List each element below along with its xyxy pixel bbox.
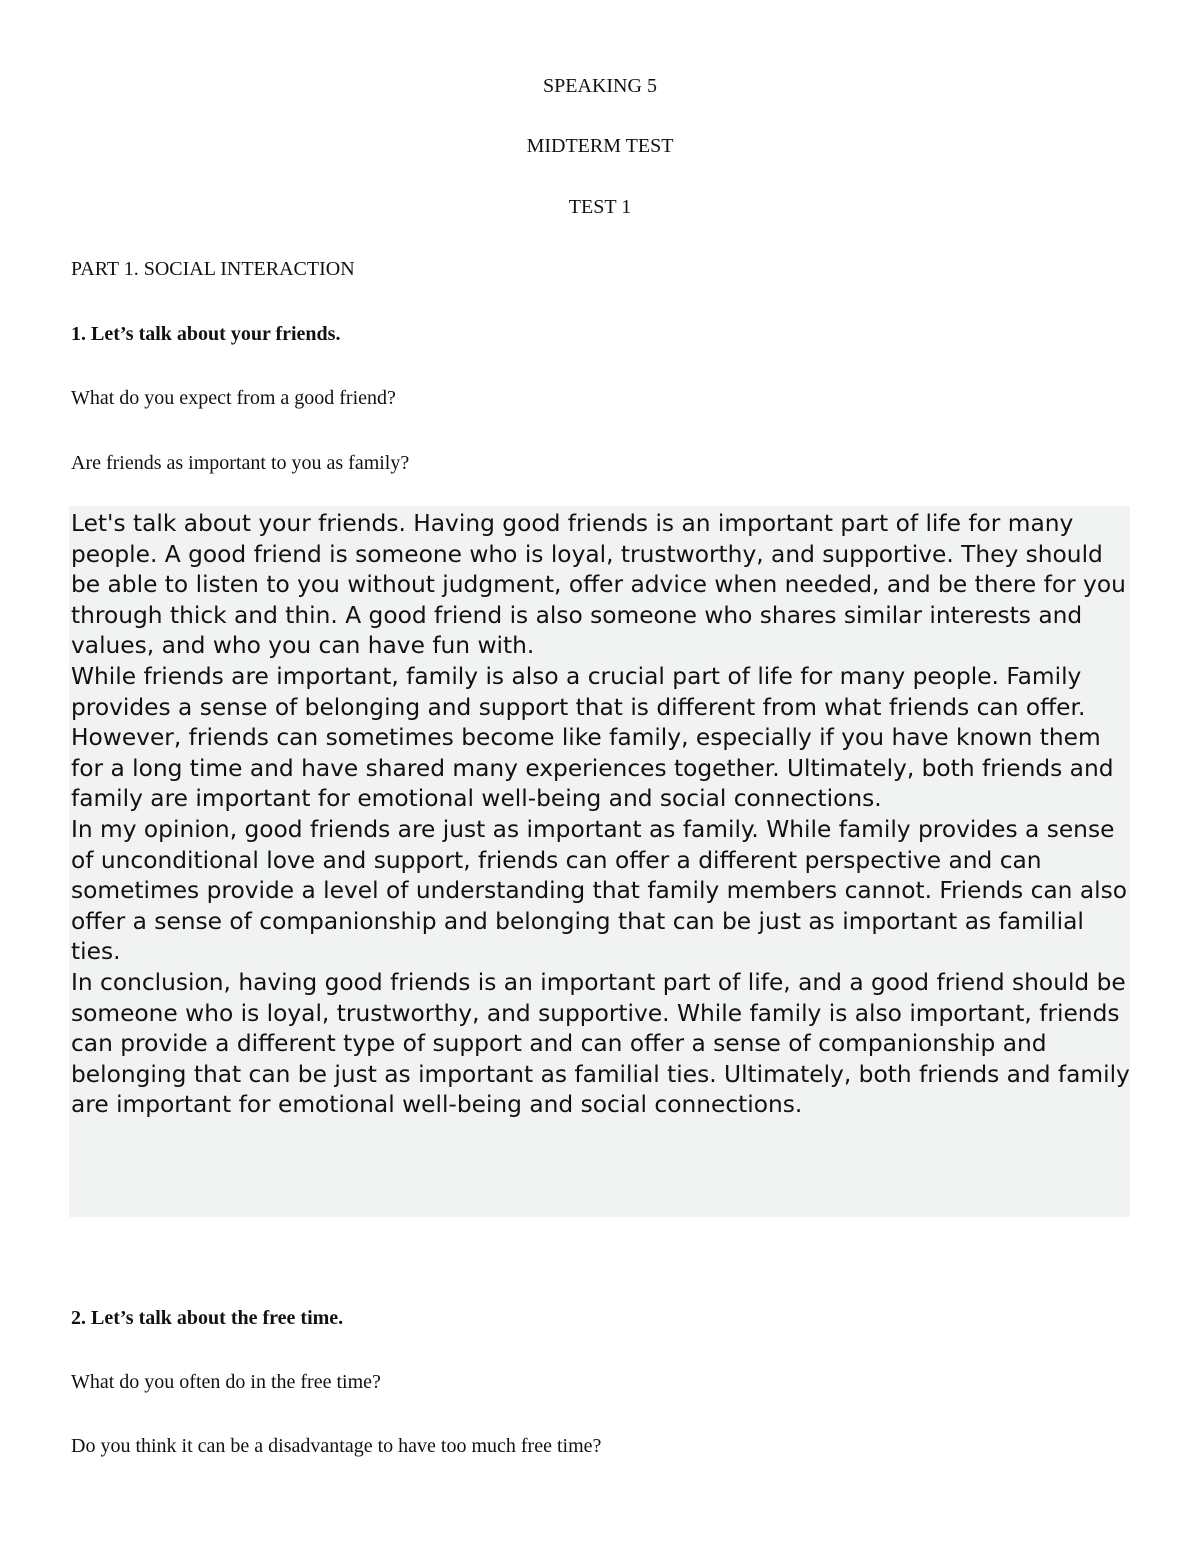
test-number: TEST 1 [568,196,632,218]
document-title: SPEAKING 5 [543,75,657,97]
question-prompt: Are friends as important to you as family? [71,452,410,474]
part-heading: PART 1. SOCIAL INTERACTION [71,258,355,280]
question-prompt: Do you think it can be a disadvantage to have too much free time? [71,1435,602,1457]
document-subtitle: MIDTERM TEST [526,135,674,157]
answer-paragraph: In conclusion, having good friends is an important part of life, and a good friend should be someone who is loyal, trustworthy, and supportive. While family is also important, friends can provide a different type of support and can offer a sense of companionship and belonging that can be just as important as familial ties. Ultimately, both friends and family are important for emotional well-being and social connections. [71,968,1130,1119]
question-heading: 1. Let’s talk about your friends. [71,323,341,345]
answer-paragraph: Let's talk about your friends. Having good friends is an important part of life for many people. A good friend is someone who is loyal, trustworthy, and supportive. They should be able to listen to you without judgment, offer advice when needed, and be there for you through thick and thin. A good friend is also someone who shares similar interests and values, and who you can have fun with. [71,510,1126,660]
question-prompt: What do you expect from a good friend? [71,387,396,409]
question-prompt: What do you often do in the free time? [71,1371,381,1393]
answer-paragraph: In my opinion, good friends are just as important as family. While family provides a sense of unconditional love and support, friends can offer a different perspective and can sometimes provide a level of understanding that family members cannot. Friends can also offer a sense of companionship and belonging that can be just as important as familial ties. [71,815,1127,966]
answer-block [69,506,1130,1217]
answer-paragraph: While friends are important, family is also a crucial part of life for many people. Family provides a sense of belonging and support that is different from what friends can offer. However, friends can sometimes become like family, especially if you have known them for a long time and have shared many experiences together. Ultimately, both friends and family are important for emotional well-being and social connections. [71,662,1114,813]
question-heading: 2. Let’s talk about the free time. [71,1307,344,1329]
